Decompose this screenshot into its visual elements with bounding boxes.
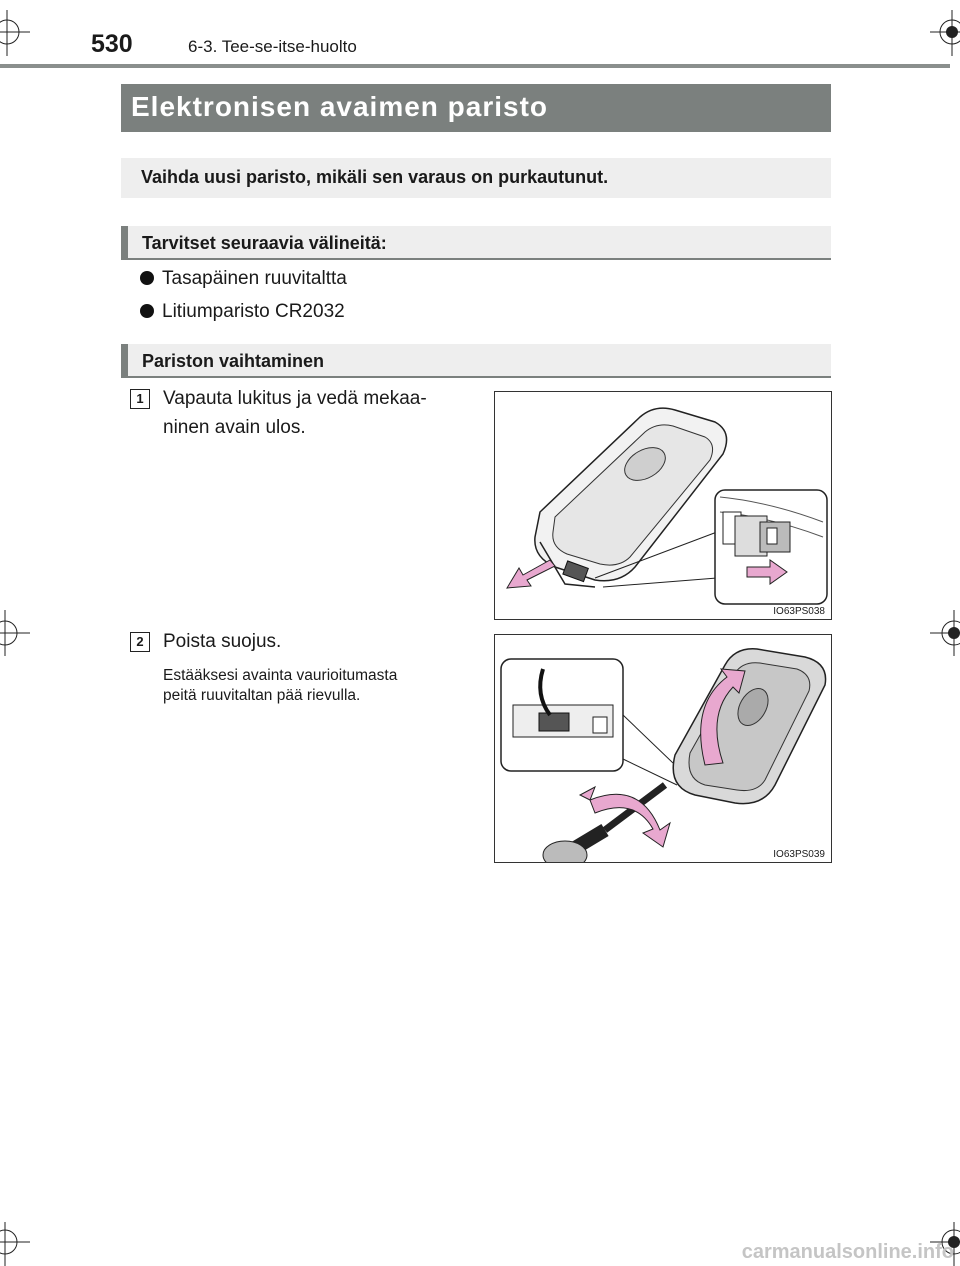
- step-2-note-line-2: peitä ruuvitaltan pää rievulla.: [163, 687, 361, 704]
- page-number: 530: [91, 30, 133, 58]
- step-1-line-2: ninen avain ulos.: [163, 417, 306, 438]
- step-1-line-1: Vapauta lukitus ja vedä mekaa-: [163, 388, 427, 409]
- figure-code: IO63PS038: [773, 606, 825, 617]
- tools-heading: Tarvitset seuraavia välineitä:: [121, 226, 831, 260]
- step-number-2: 2: [130, 632, 150, 652]
- page-title: Elektronisen avaimen paristo: [121, 84, 831, 132]
- header-rule: [0, 64, 950, 68]
- crop-mark-mid-right: [930, 610, 960, 656]
- figure-release-key: [494, 391, 832, 620]
- tool-item-label: Tasapäinen ruuvitaltta: [162, 268, 347, 289]
- figure-remove-cover: [494, 634, 832, 863]
- step-2-note-line-1: Estääksesi avainta vaurioitumasta: [163, 667, 398, 684]
- cover-removal-illustration: [495, 635, 831, 862]
- key-fob-illustration: [495, 392, 831, 619]
- tool-item-label: Litiumparisto CR2032: [162, 301, 345, 322]
- step-1-text: [163, 384, 427, 442]
- figure-code: IO63PS039: [773, 849, 825, 860]
- intro-text: Vaihda uusi paristo, mikäli sen varaus on purkautunut.: [121, 158, 831, 198]
- tool-item-battery: [140, 301, 345, 323]
- crop-mark-top-right: [930, 10, 960, 56]
- tool-item-screwdriver: [140, 268, 347, 290]
- crop-mark-mid-left: [0, 610, 30, 656]
- bullet-icon: [140, 304, 154, 318]
- crop-mark-bottom-left: [0, 1222, 30, 1266]
- bullet-icon: [140, 271, 154, 285]
- watermark: carmanualsonline.info: [741, 1241, 954, 1263]
- replacement-heading: Pariston vaihtaminen: [121, 344, 831, 378]
- step-2-note: [163, 666, 475, 706]
- crop-mark-top-left: [0, 10, 30, 56]
- step-2-text: Poista suojus.: [163, 631, 282, 652]
- section-reference: 6-3. Tee-se-itse-huolto: [188, 37, 357, 56]
- step-number-1: 1: [130, 389, 150, 409]
